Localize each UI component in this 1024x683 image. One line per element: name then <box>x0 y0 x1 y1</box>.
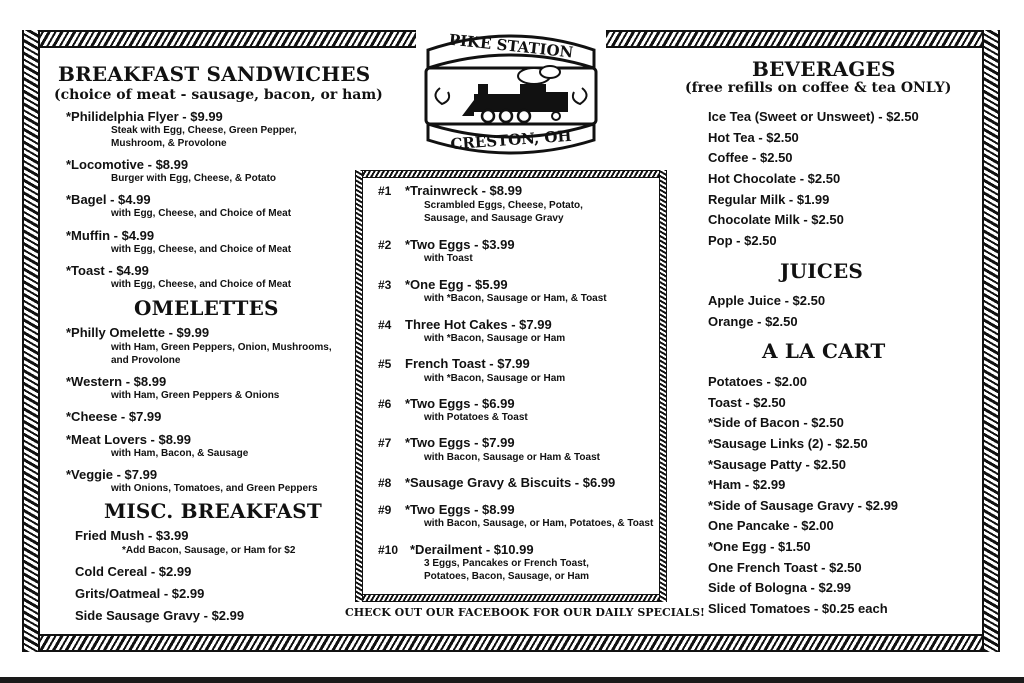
combo-item: French Toast - $7.99 <box>405 356 530 371</box>
menu-item: *Side of Bacon - $2.50 <box>708 415 844 430</box>
combo-item: *Two Eggs - $3.99 <box>405 237 515 252</box>
menu-item: Side of Bologna - $2.99 <box>708 580 852 595</box>
menu-item-desc: with Ham, Green Peppers, Onion, Mushrooms, <box>111 342 332 353</box>
menu-item: Pop - $2.50 <box>708 233 777 248</box>
menu-item-desc: with Onions, Tomatoes, and Green Peppers <box>111 483 318 494</box>
menu-item: *Philidelphia Flyer - $9.99 <box>66 109 223 124</box>
menu-item: Regular Milk - $1.99 <box>708 192 830 207</box>
menu-item: *Veggie - $7.99 <box>66 467 158 482</box>
rope-border-left <box>22 30 40 652</box>
menu-item: *Muffin - $4.99 <box>66 228 155 243</box>
logo-bottom-text: CRESTON, OH <box>449 126 573 154</box>
combo-box-border <box>659 170 667 602</box>
menu-item: *Sausage Links (2) - $2.50 <box>708 436 868 451</box>
combo-item: *One Egg - $5.99 <box>405 277 508 292</box>
menu-item: *One Egg - $1.50 <box>708 539 811 554</box>
breakfast-sandwiches-heading: BREAKFAST SANDWICHES <box>58 62 371 86</box>
combo-item-desc: with Toast <box>424 253 473 264</box>
menu-item: Side Sausage Gravy - $2.99 <box>75 608 245 623</box>
menu-item: Ice Tea (Sweet or Unsweet) - $2.50 <box>708 109 919 124</box>
combo-number: #2 <box>378 238 392 252</box>
combo-item: *Two Eggs - $8.99 <box>405 502 515 517</box>
combo-number: #8 <box>378 476 392 490</box>
menu-item-desc: and Provolone <box>111 355 181 366</box>
menu-item-desc: with Ham, Bacon, & Sausage <box>111 448 249 459</box>
combo-item-desc: Sausage, and Sausage Gravy <box>424 213 564 224</box>
menu-item: *Side of Sausage Gravy - $2.99 <box>708 498 899 513</box>
menu-item-desc: Mushroom, & Provolone <box>111 138 227 149</box>
combo-number: #5 <box>378 357 392 371</box>
combo-item-desc: with Bacon, Sausage, or Ham, Potatoes, & Toast <box>424 518 654 529</box>
menu-item: *Western - $8.99 <box>66 374 167 389</box>
menu-item: Hot Tea - $2.50 <box>708 130 799 145</box>
combo-item: *Trainwreck - $8.99 <box>405 183 523 198</box>
breakfast-sandwiches-subtitle: (choice of meat - sausage, bacon, or ham) <box>54 87 383 103</box>
combo-item: *Two Eggs - $6.99 <box>405 396 515 411</box>
menu-item: Cold Cereal - $2.99 <box>75 564 192 579</box>
combo-item-desc: with Potatoes & Toast <box>424 412 528 423</box>
misc-breakfast-heading: MISC. BREAKFAST <box>104 499 322 523</box>
combo-item-desc: with Bacon, Sausage or Ham & Toast <box>424 452 600 463</box>
menu-item-desc: with Egg, Cheese, and Choice of Meat <box>111 208 292 219</box>
combo-item-desc: with *Bacon, Sausage or Ham <box>424 333 566 344</box>
menu-item: One Pancake - $2.00 <box>708 518 834 533</box>
menu-item: Apple Juice - $2.50 <box>708 293 826 308</box>
menu-item: *Philly Omelette - $9.99 <box>66 325 210 340</box>
menu-item-desc: with Egg, Cheese, and Choice of Meat <box>111 244 292 255</box>
omelettes-heading: OMELETTES <box>134 296 279 320</box>
juices-heading: JUICES <box>780 259 864 283</box>
logo-top-text: PIKE STATION <box>447 30 575 62</box>
combo-item: *Two Eggs - $7.99 <box>405 435 515 450</box>
menu-item: *Sausage Patty - $2.50 <box>708 457 847 472</box>
combo-box-border <box>355 594 667 602</box>
menu-item: *Cheese - $7.99 <box>66 409 162 424</box>
combo-number: #3 <box>378 278 392 292</box>
combo-item-desc: Potatoes, Bacon, Sausage, or Ham <box>424 571 590 582</box>
menu-item: Coffee - $2.50 <box>708 150 793 165</box>
combo-number: #10 <box>378 543 399 557</box>
menu-item: Toast - $2.50 <box>708 395 786 410</box>
beverages-subtitle: (free refills on coffee & tea ONLY) <box>685 80 952 96</box>
combo-item-desc: Scrambled Eggs, Cheese, Potato, <box>424 200 583 211</box>
combo-number: #4 <box>378 318 392 332</box>
combo-box-border <box>355 170 667 178</box>
combo-item: *Derailment - $10.99 <box>410 542 534 557</box>
menu-item: *Ham - $2.99 <box>708 477 786 492</box>
menu-item: *Bagel - $4.99 <box>66 192 151 207</box>
menu-item: Sliced Tomatoes - $0.25 each <box>708 601 888 616</box>
combo-number: #7 <box>378 436 392 450</box>
combo-box <box>355 170 667 602</box>
menu-item: One French Toast - $2.50 <box>708 560 862 575</box>
combo-item-desc: 3 Eggs, Pancakes or French Toast, <box>424 558 589 569</box>
combo-item: *Sausage Gravy & Biscuits - $6.99 <box>405 475 616 490</box>
menu-item: Fried Mush - $3.99 <box>75 528 189 543</box>
pike-station-logo <box>416 28 606 158</box>
menu-item: *Meat Lovers - $8.99 <box>66 432 192 447</box>
menu-item: Grits/Oatmeal - $2.99 <box>75 586 205 601</box>
menu-item-desc: *Add Bacon, Sausage, or Ham for $2 <box>122 545 296 556</box>
rope-border-bottom <box>22 634 1000 652</box>
rope-border-right <box>982 30 1000 652</box>
bottom-bar <box>0 677 1024 683</box>
menu-item-desc: Steak with Egg, Cheese, Green Pepper, <box>111 125 297 136</box>
menu-item-desc: Burger with Egg, Cheese, & Potato <box>111 173 277 184</box>
combo-item-desc: with *Bacon, Sausage or Ham <box>424 373 566 384</box>
combo-number: #6 <box>378 397 392 411</box>
menu-item-desc: with Ham, Green Peppers & Onions <box>111 390 280 401</box>
combo-item-desc: with *Bacon, Sausage or Ham, & Toast <box>424 293 607 304</box>
menu-item-desc: with Egg, Cheese, and Choice of Meat <box>111 279 292 290</box>
menu-item: *Locomotive - $8.99 <box>66 157 189 172</box>
combo-number: #1 <box>378 184 392 198</box>
menu-item: Potatoes - $2.00 <box>708 374 807 389</box>
beverages-heading: BEVERAGES <box>752 57 896 81</box>
menu-item: Orange - $2.50 <box>708 314 798 329</box>
combo-number: #9 <box>378 503 392 517</box>
menu-item: Hot Chocolate - $2.50 <box>708 171 841 186</box>
combo-box-border <box>355 170 363 602</box>
facebook-specials-note: CHECK OUT OUR FACEBOOK FOR OUR DAILY SPECIALS! <box>345 606 705 619</box>
menu-item: Chocolate Milk - $2.50 <box>708 212 844 227</box>
menu-item: *Toast - $4.99 <box>66 263 149 278</box>
a-la-cart-heading: A LA CART <box>762 339 886 363</box>
combo-item: Three Hot Cakes - $7.99 <box>405 317 552 332</box>
